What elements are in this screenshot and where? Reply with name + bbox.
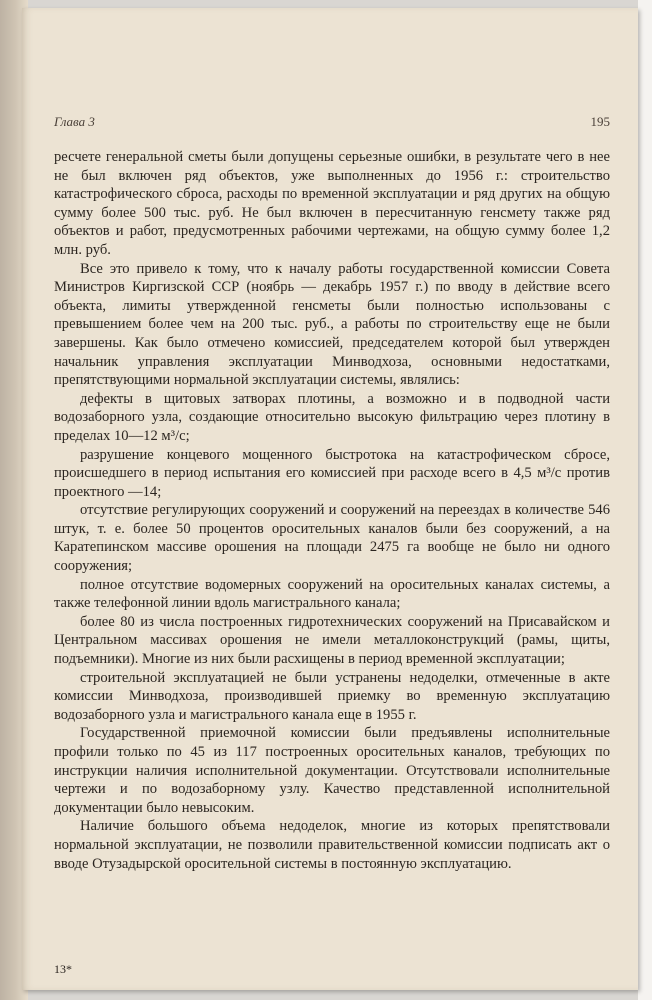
signature-mark: 13* <box>54 962 72 976</box>
running-header <box>54 114 610 134</box>
paragraph-continuation: ресчете генеральной сметы были допущены серьезные ошибки, в результате чего в нее не был включен ряд объектов, уже выполненных до 1956 г.: строительство катастрофического сброса, расходы по временной эксплуатации и ряд других на общую сумму более 500 тыс. руб. Не был включен в пересчитанную генсмету также ряд объектов и работ, предусмотренных рабочими чертежами, на общую сумму более 1,2 млн. руб. <box>54 149 610 258</box>
paragraph: Все это привело к тому, что к началу работы государственной комиссии Совета Министров Киргизской ССР (ноябрь — декабрь 1957 г.) по вводу в действие всего объекта, лимиты утвержденной генсметы были полностью использованы с превышением более чем на 200 тыс. руб., а работы по строительству еще не были завершены. Как было отмечено комиссией, председателем которой был утвержден начальник управления эксплуатации Минводхоза, основными недостатками, препятствующими нормальной эксплуатации системы, являлись: <box>54 260 610 389</box>
body-text <box>54 148 610 873</box>
list-item-no-gauging-structures: полное отсутствие водомерных сооружений на оросительных каналах системы, а также телефонной линии вдоль магистрального канала; <box>54 576 610 612</box>
list-item-dam-gate-defects: дефекты в щитовых затворах плотины, а возможно и в подводной части водозаборного узла, создающие относительно высокую фильтрацию через плотину в пределах 10—12 м³/с; <box>54 390 610 444</box>
chapter-title: Глава 3 <box>54 114 95 129</box>
page-number: 195 <box>590 114 610 129</box>
list-item-missing-structures: отсутствие регулирующих сооружений и сооружений на переездах в количестве 546 штук, т. е. более 50 процентов оросительных каналов были без сооружений, а на Каратепинском массиве орошения на площади 2475 га вообще не было ни одного сооружения; <box>54 502 610 575</box>
scan-background-edge <box>638 0 652 1000</box>
list-item-chute-destruction: разрушение концевого мощенного быстротока на катастрофическом сбросе, происшедшего в период испытания его комиссией при расходе всего в 4,5 м³/с против проектного —14; <box>54 446 610 500</box>
paragraph: Государственной приемочной комиссии были предъявлены исполнительные профили только по 45 из 117 построенных оросительных каналов, требующих по инструкции наличия исполнительной документации. Отсутствовали исполнительные чертежи и по водозаборному узлу. Качество представленной исполнительной документации было невысоким. <box>54 725 610 816</box>
list-item-unfixed-defects: строительной эксплуатацией не были устранены недоделки, отмеченные в акте комиссии Минводхоза, производившей приемку во временную эксплуатацию водозаборного узла и магистрального канала еще в 1955 г. <box>54 669 610 723</box>
paragraph: Наличие большого объема недоделок, многие из которых препятствовали нормальной эксплуатации, не позволили правительственной комиссии подписать акт о вводе Отузадырской оросительной системы в постоянную эксплуатацию. <box>54 818 610 872</box>
list-item-missing-metal-constructions: более 80 из числа построенных гидротехнических сооружений на Присавайском и Центральном массивах орошения не имели металлоконструкций (рамы, щиты, подъемники). Многие из них были расхищены в период временной эксплуатации; <box>54 613 610 668</box>
